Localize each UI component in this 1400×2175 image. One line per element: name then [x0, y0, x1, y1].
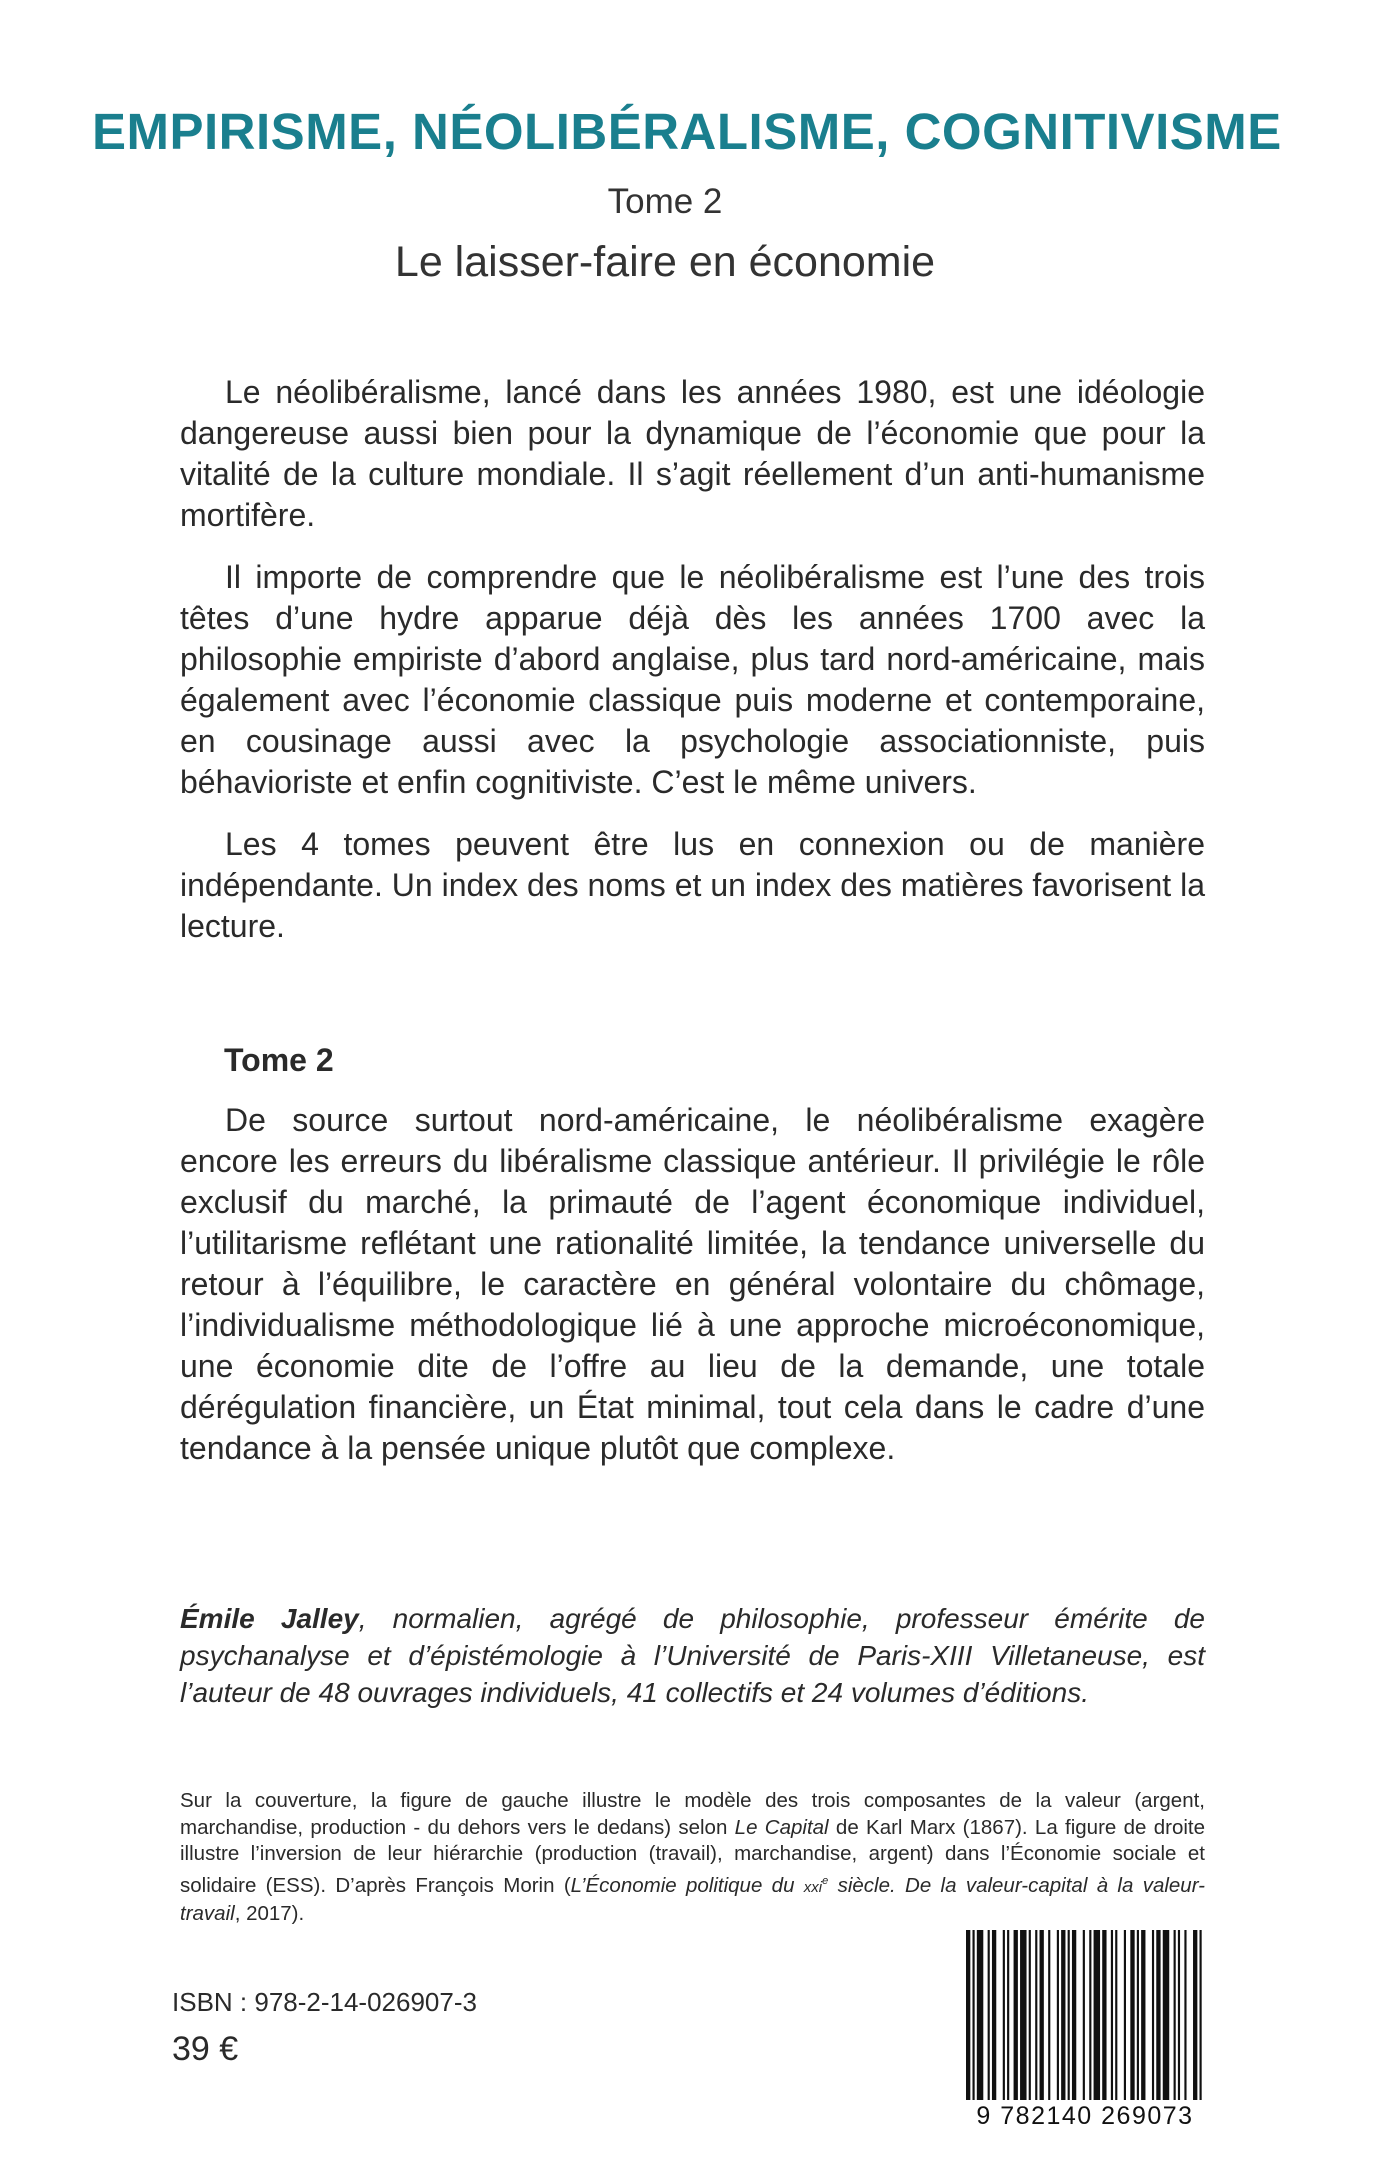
- barcode-bar: [1137, 1930, 1139, 2100]
- barcode-bar: [1152, 1930, 1154, 2100]
- barcode-bar: [1061, 1930, 1065, 2100]
- barcode-bar: [1035, 1930, 1037, 2100]
- barcode-bar: [992, 1930, 996, 2100]
- barcode-bar: [1141, 1930, 1145, 2100]
- barcode-bar: [1115, 1930, 1117, 2100]
- barcode-bar: [1124, 1930, 1126, 2100]
- barcode-bar: [1102, 1930, 1106, 2100]
- barcode-bar: [1130, 1930, 1134, 2100]
- barcode-bar: [1048, 1930, 1050, 2100]
- cover-credit: [180, 1788, 1205, 1927]
- barcode-bar: [1174, 1930, 1176, 2100]
- barcode-bar: [1156, 1930, 1160, 2100]
- barcode-bar: [1184, 1930, 1186, 2100]
- barcode-bar: [1083, 1930, 1085, 2100]
- barcode-bar: [972, 1930, 974, 2100]
- credit-text: de Karl Marx (1867). La figure de droite illustre l’inversion de leur hiérarchie (production (travail), marchandise, argent) dans l’Économie sociale et solidaire (ESS). D’après François Morin (: [180, 1815, 1206, 1897]
- barcode-bar: [1003, 1930, 1005, 2100]
- volume-label: Tome 2: [607, 182, 723, 221]
- barcode-bar: [1163, 1930, 1169, 2100]
- barcode-bar: [1193, 1930, 1197, 2100]
- credit-text: Sur la couverture, la figure de gauche illustre le modèle des trois composantes de la valeur (argent, marchandise, production - du dehors vers le dedans) selon: [180, 1789, 1205, 1839]
- section-text: [180, 1100, 1205, 1490]
- barcode-bar: [1089, 1930, 1091, 2100]
- summary-paragraph: Le néolibéralisme, lancé dans les années 1980, est une idéologie dangereuse aussi bien pour la dynamique de l’économie que pour la vitalité de la culture mondiale. Il s’agit réellement d’un anti-humanisme mortifère.: [180, 374, 1205, 533]
- barcode-bar: [1068, 1930, 1070, 2100]
- summary-paragraph: Les 4 tomes peuvent être lus en connexion ou de manière indépendante. Un index des noms et un index des matières favorisent la lecture.: [180, 826, 1205, 944]
- author-description: , normalien, agrégé de philosophie, professeur émérite de psychanalyse et d’épistémologie à l’Université de Paris-XIII Villetaneuse, est l’auteur de 48 ouvrages individuels, 41 collectifs et 24 volumes d’éditions.: [180, 1603, 1205, 1708]
- credit-century: xxi: [803, 1878, 823, 1896]
- barcode-bar: [966, 1930, 970, 2100]
- barcode-bar: [1094, 1930, 1100, 2100]
- barcode-bar: [1111, 1930, 1113, 2100]
- barcode-digits: 9 782140 269073: [976, 2102, 1194, 2130]
- barcode-bar: [1040, 1930, 1044, 2100]
- barcode-bar: [1007, 1930, 1009, 2100]
- barcode-bar: [1200, 1930, 1202, 2100]
- barcode-bar: [1057, 1930, 1059, 2100]
- summary-text: [180, 372, 1205, 968]
- barcode-bar: [988, 1930, 990, 2100]
- credit-text: , 2017).: [234, 1901, 305, 1925]
- author-name: Émile Jalley: [180, 1603, 359, 1634]
- barcode-bar: [1020, 1930, 1026, 2100]
- barcode-bar: [1072, 1930, 1076, 2100]
- credit-work-title: L’Économie politique du: [570, 1873, 804, 1897]
- book-title: EMPIRISME, NÉOLIBÉRALISME, COGNITIVISME: [92, 103, 1282, 160]
- barcode-bar: [1178, 1930, 1180, 2100]
- price: 39 €: [172, 2030, 239, 2068]
- barcode-bar: [977, 1930, 983, 2100]
- credit-work-title: Le Capital: [734, 1815, 829, 1839]
- credit-work-title: siècle. De la valeur-capital à la valeur-travail: [180, 1873, 1205, 1925]
- book-subtitle: Le laisser-faire en économie: [394, 238, 936, 286]
- barcode-bar: [1014, 1930, 1018, 2100]
- section-paragraph: De source surtout nord-américaine, le néolibéralisme exagère encore les erreurs du libéralisme classique antérieur. Il privilégie le rôle exclusif du marché, la primauté de l’agent économique individuel, l’utilitarisme reflétant une rationalité limitée, la tendance universelle du retour à l’équilibre, le caractère en général volontaire du chômage, l’individualisme méthodologique lié à une approche microéconomique, une économie dite de l’offre au lieu de la demande, une totale dérégulation financière, un État minimal, tout cela dans le cadre d’une tendance à la pensée unique plutôt que complexe.: [180, 1102, 1205, 1466]
- summary-paragraph: Il importe de comprendre que le néolibéralisme est l’une des trois têtes d’une hydre apparue déjà dès les années 1700 avec la philosophie empiriste d’abord anglaise, plus tard nord-américaine, mais également avec l’économie classique puis moderne et contemporaine, en cousinage aussi avec la psychologie associationniste, puis béhavioriste et enfin cognitiviste. C’est le même univers.: [180, 559, 1205, 800]
- credit-century-sup: e: [822, 1874, 829, 1887]
- author-bio: [180, 1600, 1205, 1711]
- isbn: ISBN : 978-2-14-026907-3: [172, 1987, 477, 2017]
- barcode: [966, 1930, 1206, 2100]
- barcode-bar: [1029, 1930, 1031, 2100]
- section-heading: Tome 2: [224, 1042, 334, 1078]
